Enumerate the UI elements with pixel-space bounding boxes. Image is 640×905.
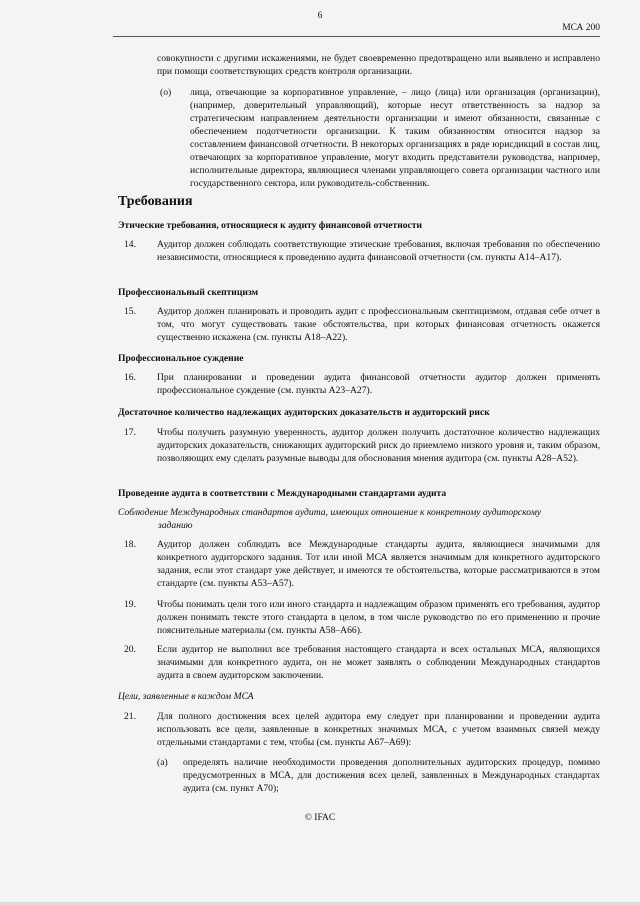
compliance-subheading: Соблюдение Международных стандартов аудита, имеющих отношение к конкретному аудиторскому (118, 507, 542, 518)
para-18-text: Аудитор должен соблюдать все Международные стандарты аудита, являющиеся значимыми для конкретного аудиторского задания. Тот или иной МСА является значимым для конкретного аудиторского задания, если этот стандарт уже действует, и имеются те обстоятельства, которые рассматриваются в этом стандарте (см. пункты А53–А57). (157, 539, 600, 589)
para-14-text: Аудитор должен соблюдать соответствующие этические требования, включая требования по обеспечению независимости, относящиеся к проведению аудита финансовой отчетности (см. пункты А14–А17). (157, 239, 600, 263)
item-o-marker: (о) (160, 87, 172, 98)
page-number: 6 (317, 11, 323, 21)
intro-continuation: совокупности с другими искажениями, не будет своевременно предотвращено или выявлено и исправлено при помощи соответствующих средств контроля организации. (157, 53, 600, 77)
footer-copyright: © IFAC (304, 813, 336, 823)
conduct-heading: Проведение аудита в соответствии с Международными стандартами аудита (118, 488, 447, 499)
para-21-text: Для полного достижения всех целей аудитора ему следует при планировании и проведении аудита использовать все цели, заявленные в конкретных значимых МСА, с учетом взаимных связей между отдельными стандартами с тем, чтобы (см. пункты А67–А69): (157, 711, 600, 748)
requirements-heading: Требования (118, 194, 193, 209)
item-a-marker: (а) (157, 757, 168, 768)
header-rule (113, 36, 600, 37)
para-16-text: При планировании и проведении аудита финансовой отчетности аудитор должен применять профессиональное суждение (см. пункты А23–А27). (157, 372, 600, 396)
para-21-number: 21. (124, 711, 136, 722)
para-17-text: Чтобы получить разумную уверенность, аудитор должен получить достаточное количество надлежащих аудиторских доказательств, снижающих аудиторский риск до приемлемо низкого уровня и, таким образом, позволяющих ему сделать разумные выводы для обоснования мнения аудитора (см. пункты А28–А52). (157, 427, 600, 464)
evidence-heading: Достаточное количество надлежащих аудиторских доказательств и аудиторский риск (118, 407, 490, 418)
para-16-number: 16. (124, 372, 136, 383)
compliance-subheading-cont: заданию (158, 520, 193, 531)
para-15-text: Аудитор должен планировать и проводить аудит с профессиональным скептицизмом, отдавая себе отчет в том, что могут существовать такие обстоятельства, при которых финансовая отчетность окажется существенно искажена (см. пункты А18–А22). (157, 306, 600, 343)
item-a-text: определять наличие необходимости проведения дополнительных аудиторских процедур, помимо предусмотренных в МСА, для достижения всех целей, заявленных в Международных стандартах аудита (см. пункт А70); (183, 757, 600, 794)
item-o-text: лица, отвечающие за корпоративное управление, – лицо (лица) или организация (организации), (например, доверительный управляющий), которые несут ответственность за надзор за стратегическим направлением деятельности организации и имеют обязанности, связанные с обеспечением подотчетности организации. К таким обязанностям относится надзор за составлением финансовой отчетности. В некоторых организациях в ряде юрисдикций в состав лиц, отвечающих за корпоративное управление, могут входить представители руководства, например, исполнительные директора, являющиеся членами управляющего совета организации частного или государственного сектора, или руководитель-собственник. (190, 87, 600, 189)
ethics-heading: Этические требования, относящиеся к аудиту финансовой отчетности (118, 220, 423, 231)
para-19-number: 19. (124, 599, 136, 610)
para-19-text: Чтобы понимать цели того или иного стандарта и надлежащим образом применять его требования, аудитор должен понимать тексте этого стандарта в целом, в том числе руководство по его применению и прочие пояснительные материалы (см. пункты А58–А66). (157, 599, 600, 636)
para-14-number: 14. (124, 239, 136, 250)
para-20-text: Если аудитор не выполнил все требования настоящего стандарта и всех остальных МСА, являющихся значимыми для конкретного аудита, он не может заявлять о соблюдении Международных стандартов аудита в своем аудиторском заключении. (157, 644, 600, 681)
para-20-number: 20. (124, 644, 136, 655)
skepticism-heading: Профессиональный скептицизм (118, 287, 259, 298)
para-15-number: 15. (124, 306, 136, 317)
para-18-number: 18. (124, 539, 136, 550)
judgment-heading: Профессиональное суждение (118, 353, 244, 364)
para-17-number: 17. (124, 427, 136, 438)
objectives-subheading: Цели, заявленные в каждом МСА (118, 691, 254, 702)
document-code: МСА 200 (562, 23, 600, 33)
